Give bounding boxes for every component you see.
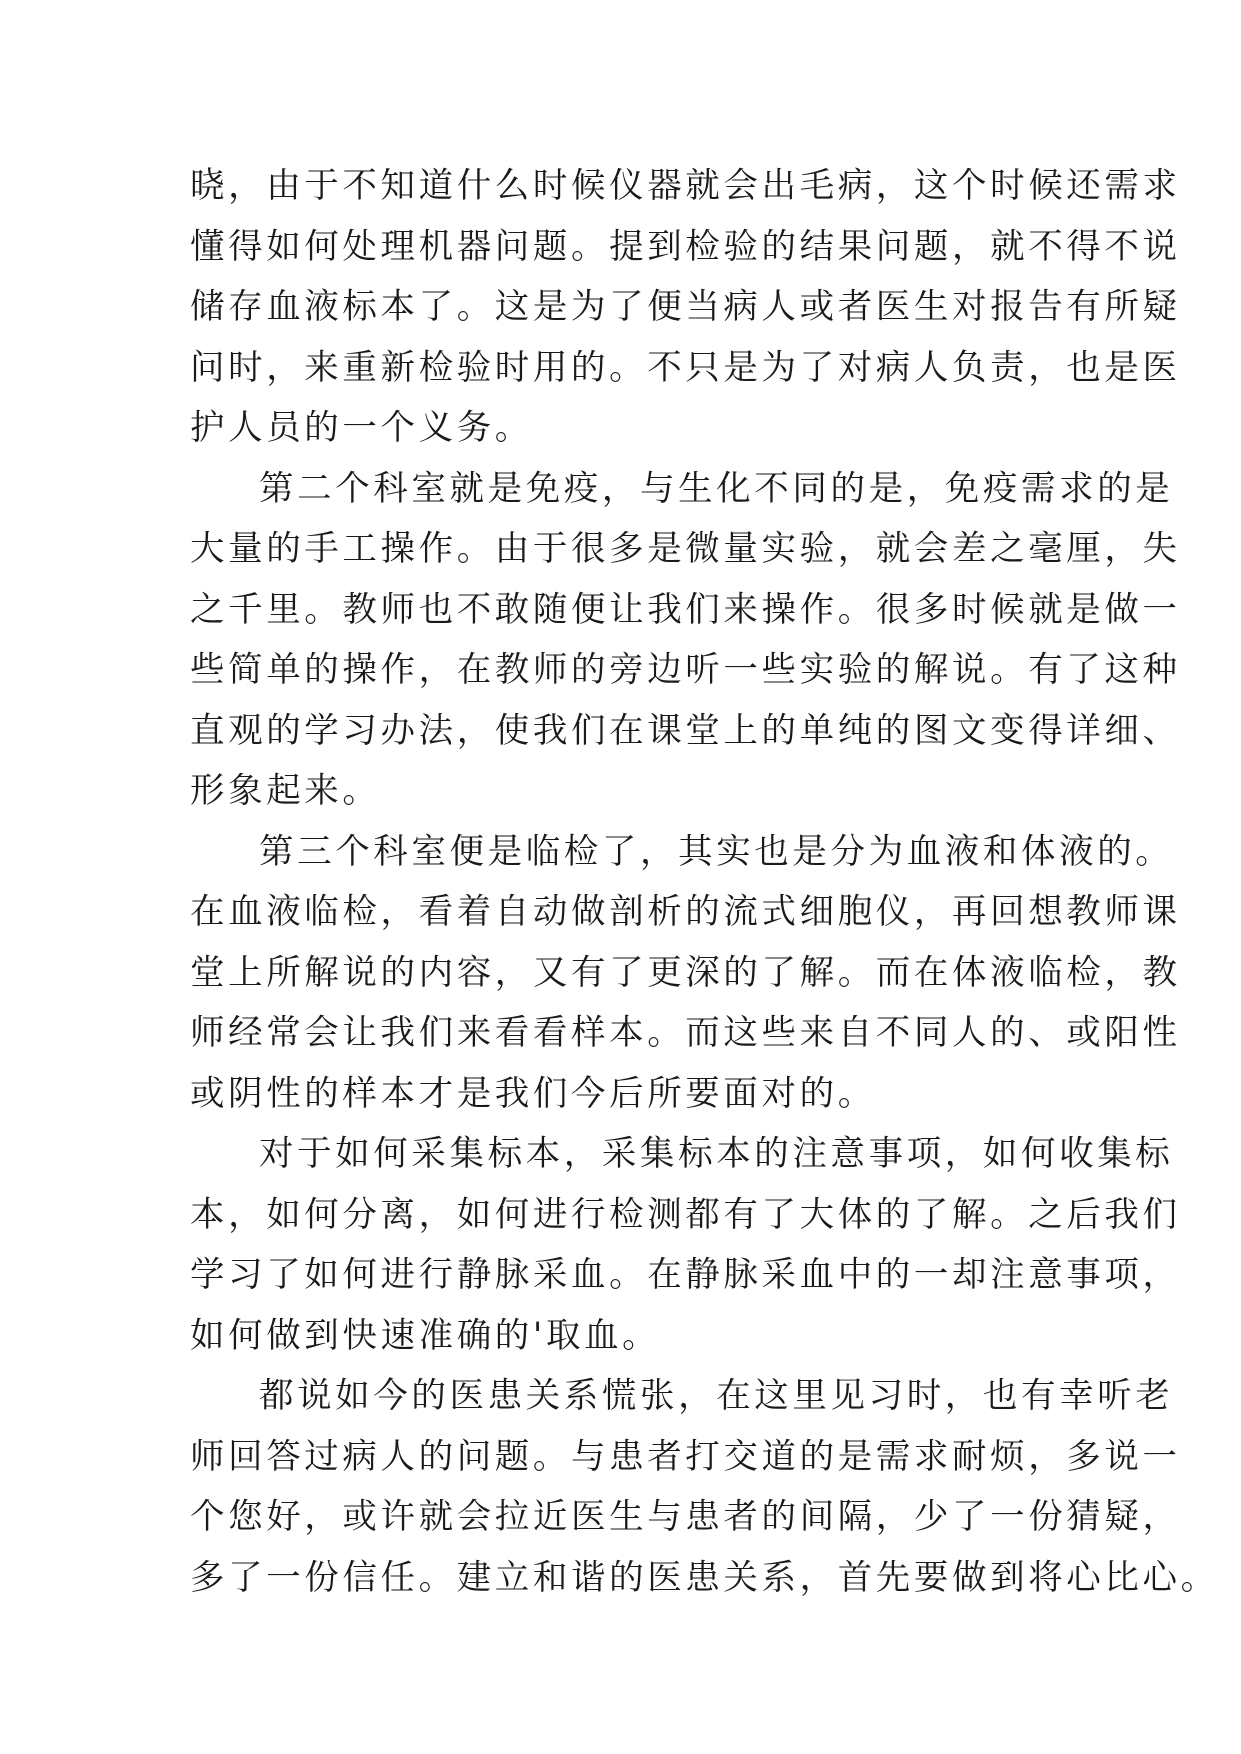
document-body — [190, 156, 1219, 1608]
text-line: 师经常会让我们来看看样本。而这些来自不同人的、或阳性 — [190, 1013, 1181, 1053]
paragraph — [190, 822, 1181, 1125]
paragraph — [190, 459, 1181, 822]
text-line: 多了一份信任。建立和谐的医患关系，首先要做到将心比心。 — [190, 1557, 1219, 1598]
text-line: 师回答过病人的问题。与患者打交道的是需求耐烦，多说一 — [190, 1436, 1181, 1477]
text-line: 懂得如何处理机器问题。提到检验的结果问题，就不得不说 — [190, 226, 1181, 267]
text-line: 都说如今的医患关系慌张，在这里见习时，也有幸听老 — [259, 1376, 1174, 1416]
text-line: 如何做到快速准确的'取血。 — [190, 1315, 661, 1356]
text-line: 之千里。教师也不敢随便让我们来操作。很多时候就是做一 — [190, 589, 1181, 630]
text-line: 第二个科室就是免疫，与生化不同的是，免疫需求的是 — [259, 468, 1174, 509]
text-line: 储存血液标本了。这是为了便当病人或者医生对报告有所疑 — [190, 287, 1181, 327]
text-line: 或阴性的样本才是我们今后所要面对的。 — [190, 1073, 876, 1114]
text-line: 问时，来重新检验时用的。不只是为了对病人负责，也是医 — [190, 347, 1181, 388]
paragraph — [190, 1124, 1181, 1366]
text-line: 些简单的操作，在教师的旁边听一些实验的解说。有了这种 — [190, 650, 1181, 690]
text-line: 晓，由于不知道什么时候仪器就会出毛病，这个时候还需求 — [190, 166, 1181, 206]
text-line: 大量的手工操作。由于很多是微量实验，就会差之毫厘，失 — [190, 529, 1181, 569]
text-line: 学习了如何进行静脉采血。在静脉采血中的一却注意事项， — [190, 1255, 1181, 1295]
paragraph — [190, 1366, 1219, 1608]
text-line: 在血液临检，看着自动做剖析的流式细胞仪，再回想教师课 — [190, 892, 1181, 932]
text-line: 第三个科室便是临检了，其实也是分为血液和体液的。 — [259, 831, 1174, 872]
text-line: 直观的学习办法，使我们在课堂上的单纯的图文变得详细、 — [190, 710, 1181, 751]
paragraph — [190, 156, 1181, 459]
text-line: 对于如何采集标本，采集标本的注意事项，如何收集标 — [259, 1134, 1174, 1174]
text-line: 个您好，或许就会拉近医生与患者的间隔，少了一份猜疑， — [190, 1497, 1181, 1537]
text-line: 形象起来。 — [190, 771, 381, 811]
text-line: 堂上所解说的内容，又有了更深的了解。而在体液临检，教 — [190, 952, 1181, 993]
text-line: 本，如何分离，如何进行检测都有了大体的了解。之后我们 — [190, 1194, 1181, 1235]
text-line: 护人员的一个义务。 — [190, 408, 533, 448]
